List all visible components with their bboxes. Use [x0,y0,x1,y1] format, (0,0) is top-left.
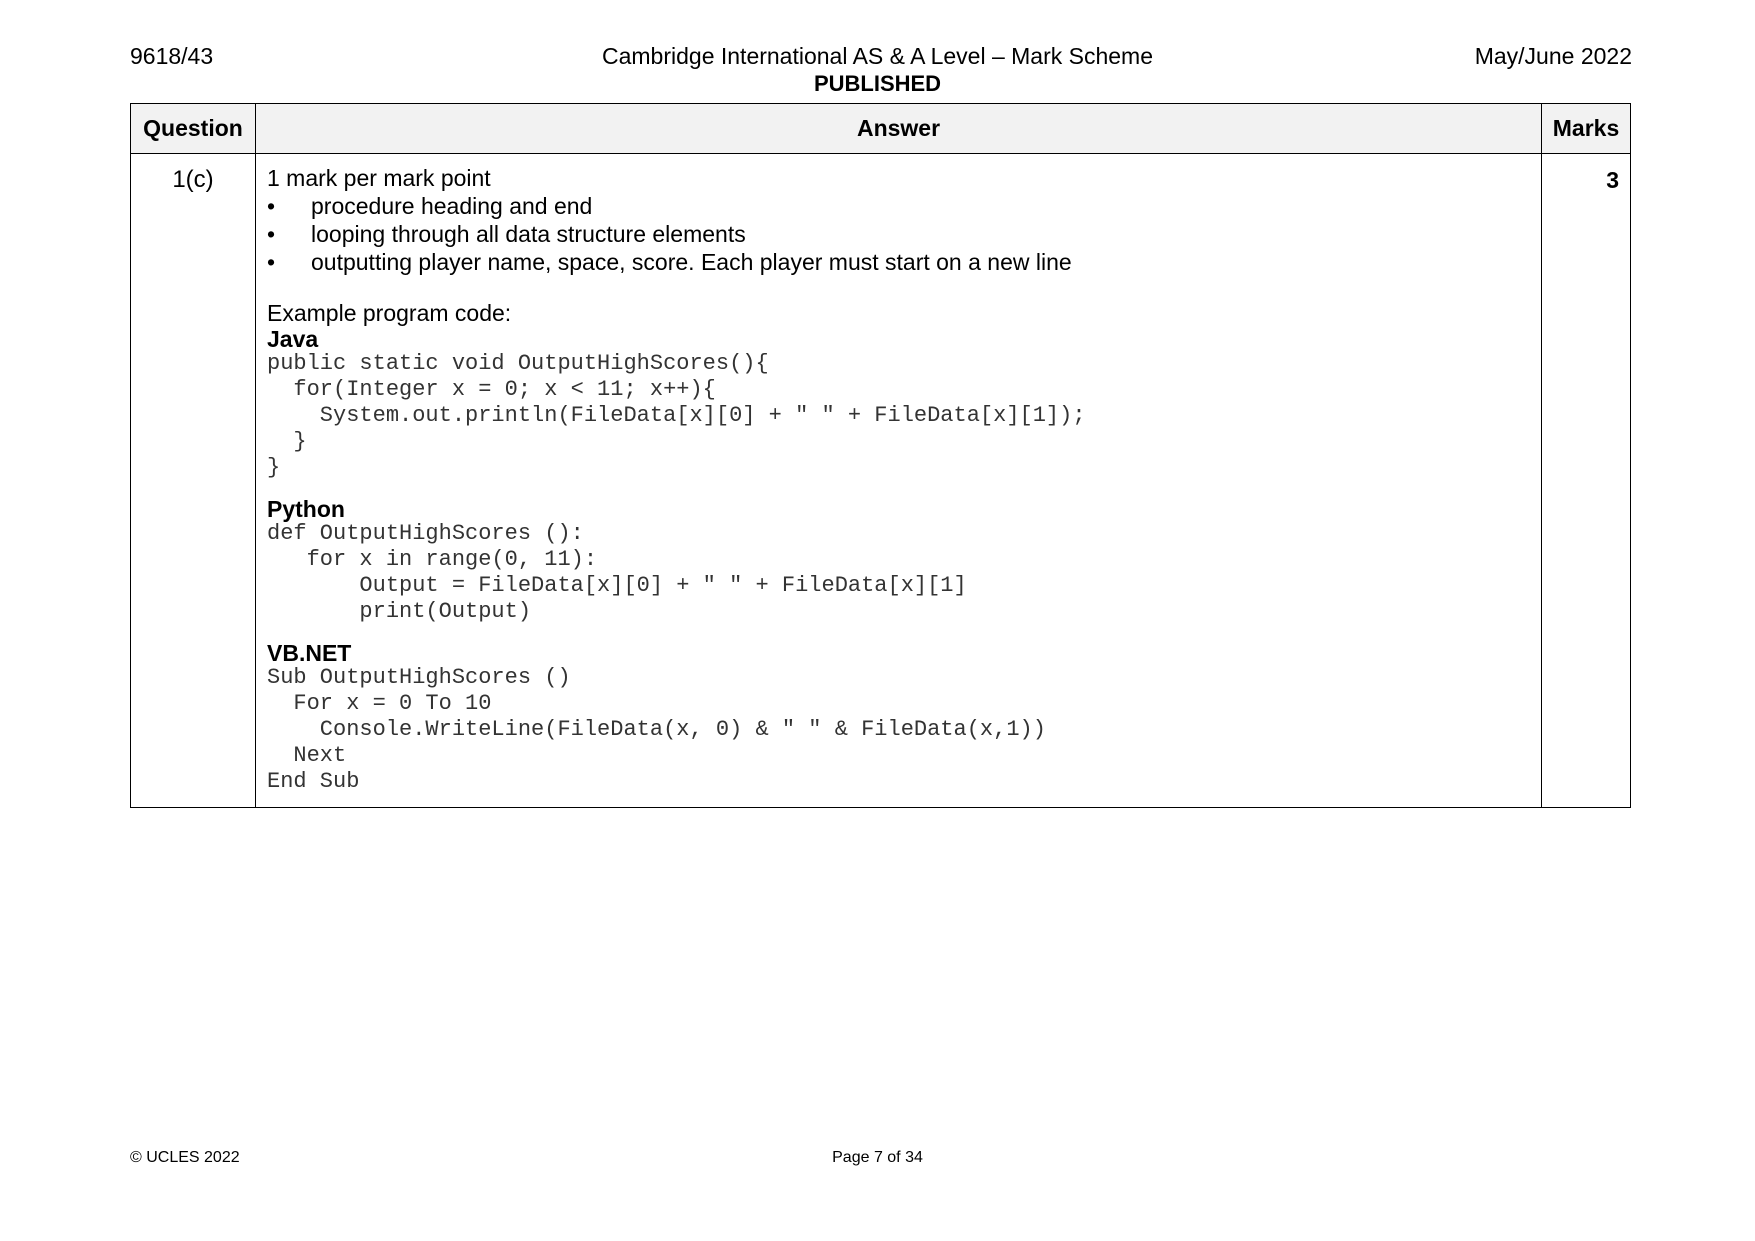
vbnet-code-block: Sub OutputHighScores () For x = 0 To 10 Console.WriteLine(FileData(x, 0) & " " & FileData(x,1)) Next End Sub [267,665,1046,794]
mark-point-text: looping through all data structure elements [311,221,746,247]
mark-point-text: procedure heading and end [311,193,593,219]
mark-point-text: outputting player name, space, score. Each player must start on a new line [311,249,1072,275]
mark-scheme-table [130,103,1631,808]
table-row [131,154,1631,808]
list-item [267,220,1531,248]
answer-cell [256,154,1542,808]
document-title: Cambridge International AS & A Level – Mark Scheme [601,43,1154,69]
list-item [267,192,1531,220]
question-number: 1(c) [131,154,256,808]
vbnet-heading: VB.NET [267,640,352,666]
page-number: Page 7 of 34 [832,1149,923,1166]
answer-column-header: Answer [256,104,1542,154]
mark-points-list [267,192,1531,276]
published-label: PUBLISHED [813,71,942,96]
exam-session: May/June 2022 [1474,43,1632,69]
spacer [267,276,1531,299]
example-code-label: Example program code: [267,300,512,326]
table-header-row [131,104,1631,154]
list-item [267,248,1531,276]
question-column-header: Question [131,104,256,154]
bullet-icon: • [267,221,276,247]
mark-points-intro: 1 mark per mark point [267,165,491,191]
marks-value: 3 [1542,154,1631,808]
bullet-icon: • [267,249,276,275]
java-code-block: public static void OutputHighScores(){ for(Integer x = 0; x < 11; x++){ System.out.println(FileData[x][0] + " " + FileData[x][1]); } } [267,351,1086,480]
marks-column-header: Marks [1542,104,1631,154]
copyright-notice: © UCLES 2022 [130,1149,240,1166]
paper-code: 9618/43 [130,43,214,69]
bullet-icon: • [267,193,276,219]
python-heading: Python [267,496,345,522]
spacer [267,481,1531,497]
python-code-block: def OutputHighScores (): for x in range(0, 11): Output = FileData[x][0] + " " + FileData[x][1] print(Output) [267,521,967,624]
java-heading: Java [267,326,319,352]
spacer [267,625,1531,641]
